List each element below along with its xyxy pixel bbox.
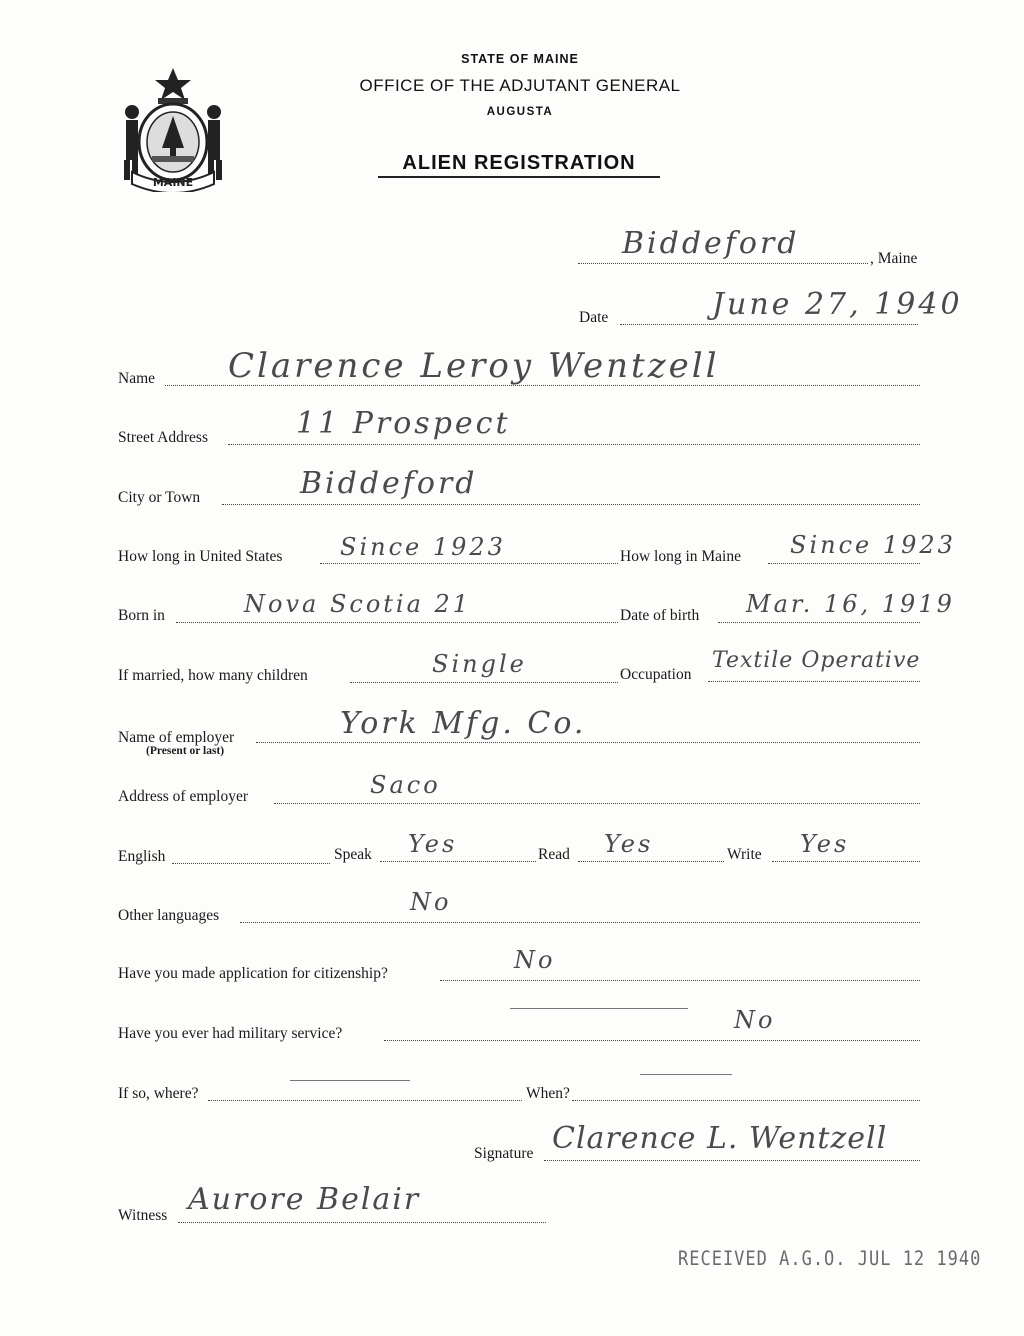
- employer-label: Name of employer: [118, 729, 235, 746]
- city-label: City or Town: [118, 489, 201, 506]
- other-languages-line: [240, 922, 920, 923]
- where-line: [208, 1100, 522, 1101]
- write-label: Write: [727, 846, 762, 863]
- place-suffix: , Maine: [870, 250, 918, 267]
- witness-value: Aurore Belair: [188, 1182, 421, 1217]
- occupation-label: Occupation: [620, 666, 692, 683]
- seal-text: MAINE: [152, 176, 194, 189]
- employer-address-value: Saco: [370, 771, 441, 799]
- when-dash: [640, 1074, 732, 1075]
- other-languages-value: No: [410, 888, 452, 916]
- header-state: STATE OF MAINE: [461, 52, 579, 66]
- born-in-line: [176, 622, 618, 623]
- date-of-birth-label: Date of birth: [620, 607, 700, 624]
- where-label: If so, where?: [118, 1085, 199, 1102]
- employer-address-line: [274, 803, 920, 804]
- how-long-maine-value: Since 1923: [790, 531, 956, 559]
- employer-sublabel: (Present or last): [146, 745, 225, 757]
- military-value: No: [734, 1006, 776, 1034]
- name-label: Name: [118, 370, 156, 387]
- how-long-maine-line: [768, 563, 920, 564]
- military-line: [384, 1040, 920, 1041]
- date-line: [620, 324, 918, 325]
- street-address-value: 11 Prospect: [296, 406, 511, 441]
- read-line: [578, 861, 724, 862]
- employer-address-label: Address of employer: [118, 788, 248, 805]
- citizenship-label: Have you made application for citizenship?: [118, 965, 388, 982]
- name-value: Clarence Leroy Wentzell: [228, 346, 720, 386]
- where-dash: [290, 1080, 410, 1081]
- witness-label: Witness: [118, 1207, 168, 1224]
- date-of-birth-line: [718, 622, 920, 623]
- how-long-us-value: Since 1923: [340, 533, 506, 561]
- speak-label: Speak: [334, 846, 372, 863]
- children-line: [350, 682, 618, 683]
- how-long-maine-label: How long in Maine: [620, 548, 741, 565]
- speak-value: Yes: [408, 830, 458, 858]
- date-value: June 27, 1940: [712, 287, 963, 322]
- signature-label: Signature: [474, 1145, 534, 1162]
- place-line: [578, 263, 868, 264]
- signature-value: Clarence L. Wentzell: [552, 1121, 888, 1156]
- city-value: Biddeford: [300, 466, 478, 501]
- born-in-value: Nova Scotia 21: [244, 590, 472, 618]
- signature-line: [544, 1160, 920, 1161]
- employer-line: [256, 742, 920, 743]
- english-line: [172, 863, 330, 864]
- other-languages-label: Other languages: [118, 907, 220, 924]
- born-in-label: Born in: [118, 607, 165, 624]
- date-label: Date: [579, 309, 609, 326]
- city-line: [222, 504, 920, 505]
- form-title: ALIEN REGISTRATION: [378, 152, 660, 178]
- write-line: [772, 861, 920, 862]
- occupation-line: [708, 681, 920, 682]
- street-address-label: Street Address: [118, 429, 208, 446]
- maine-state-seal-icon: [118, 64, 228, 192]
- citizenship-value: No: [514, 946, 556, 974]
- children-value: Single: [432, 650, 527, 678]
- received-stamp: RECEIVED A.G.O. JUL 12 1940: [678, 1247, 982, 1271]
- place-value: Biddeford: [622, 226, 800, 261]
- citizenship-line: [440, 980, 920, 981]
- military-dash: [510, 1008, 688, 1009]
- witness-line: [178, 1222, 546, 1223]
- read-value: Yes: [604, 830, 654, 858]
- write-value: Yes: [800, 830, 850, 858]
- date-of-birth-value: Mar. 16, 1919: [746, 590, 955, 618]
- when-line: [572, 1100, 920, 1101]
- occupation-value: Textile Operative: [712, 648, 921, 673]
- when-label: When?: [526, 1085, 570, 1102]
- how-long-us-label: How long in United States: [118, 548, 283, 565]
- how-long-us-line: [320, 563, 618, 564]
- read-label: Read: [538, 846, 570, 863]
- speak-line: [380, 861, 536, 862]
- street-address-line: [228, 444, 920, 445]
- english-label: English: [118, 848, 166, 865]
- employer-value: York Mfg. Co.: [340, 706, 587, 741]
- children-label: If married, how many children: [118, 667, 308, 684]
- military-label: Have you ever had military service?: [118, 1025, 343, 1042]
- header-office: OFFICE OF THE ADJUTANT GENERAL: [359, 76, 681, 95]
- header-city: AUGUSTA: [486, 106, 554, 118]
